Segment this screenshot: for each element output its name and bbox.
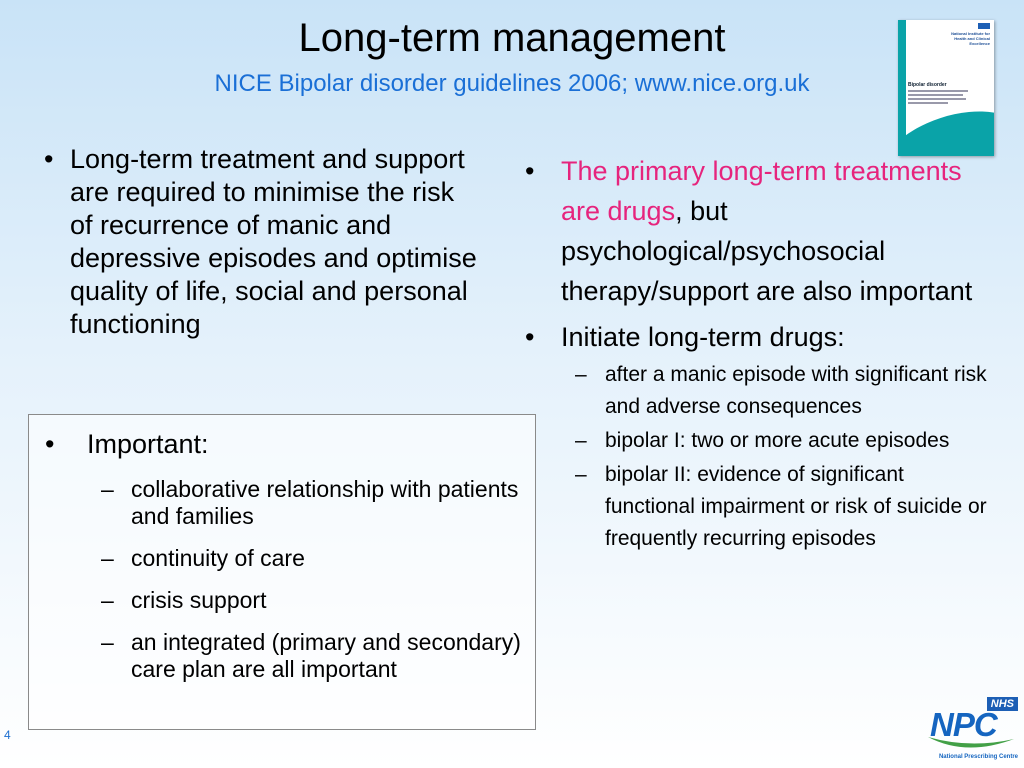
important-label: Important:: [87, 429, 209, 459]
cover-title: Bipolar disorder: [908, 82, 947, 88]
left-bullet: • Long-term treatment and support are required to minimise the risk of recurrence of manic and depressive episodes and optimise quality of life, social and personal functioning: [30, 143, 480, 341]
bullet-rest-text: , but psychological/psychosocial therapy/support are also important: [561, 196, 973, 306]
cover-nhs-mark: [978, 23, 990, 29]
list-item: – after a manic episode with significant risk and adverse consequences: [523, 359, 993, 423]
npc-fullname: National Prescribing Centre: [938, 754, 1018, 760]
list-item: – continuity of care: [29, 545, 535, 572]
slide-title: Long-term management: [298, 16, 726, 60]
cover-text-line: [908, 90, 968, 92]
cover-text-line: [908, 102, 948, 104]
important-bullet: [29, 427, 535, 683]
page-number: 4: [4, 728, 11, 742]
guideline-cover-image: [898, 20, 994, 156]
important-box: [28, 414, 536, 730]
list-item: – an integrated (primary and secondary) care plan are all important: [29, 629, 535, 683]
primary-treatment-bullet: [523, 151, 993, 311]
right-column: [523, 151, 993, 561]
list-item: – crisis support: [29, 587, 535, 614]
npc-logo: [926, 697, 1018, 763]
list-item: – collaborative relationship with patients and families: [29, 476, 535, 530]
list-item: – bipolar II: evidence of significant functional impairment or risk of suicide or frequently recurring episodes: [523, 459, 993, 555]
slide-subtitle: NICE Bipolar disorder guidelines 2006; www.nice.org.uk: [214, 70, 810, 97]
initiate-list: [523, 359, 993, 555]
cover-text-line: [908, 94, 963, 96]
initiate-label: Initiate long-term drugs:: [561, 322, 845, 352]
swoosh-icon: [926, 731, 1018, 753]
cover-org: National Institute for Health and Clinical Excellence: [951, 31, 990, 46]
list-item: – bipolar I: two or more acute episodes: [523, 425, 993, 457]
important-list: [29, 476, 535, 683]
nhs-badge: NHS: [987, 697, 1018, 711]
initiate-drugs-bullet: [523, 317, 993, 555]
cover-text-line: [908, 98, 966, 100]
left-column: [30, 143, 480, 341]
highlighted-text: The primary long-term treatments are drugs: [561, 156, 962, 226]
npc-wordmark: NPC: [930, 706, 997, 743]
